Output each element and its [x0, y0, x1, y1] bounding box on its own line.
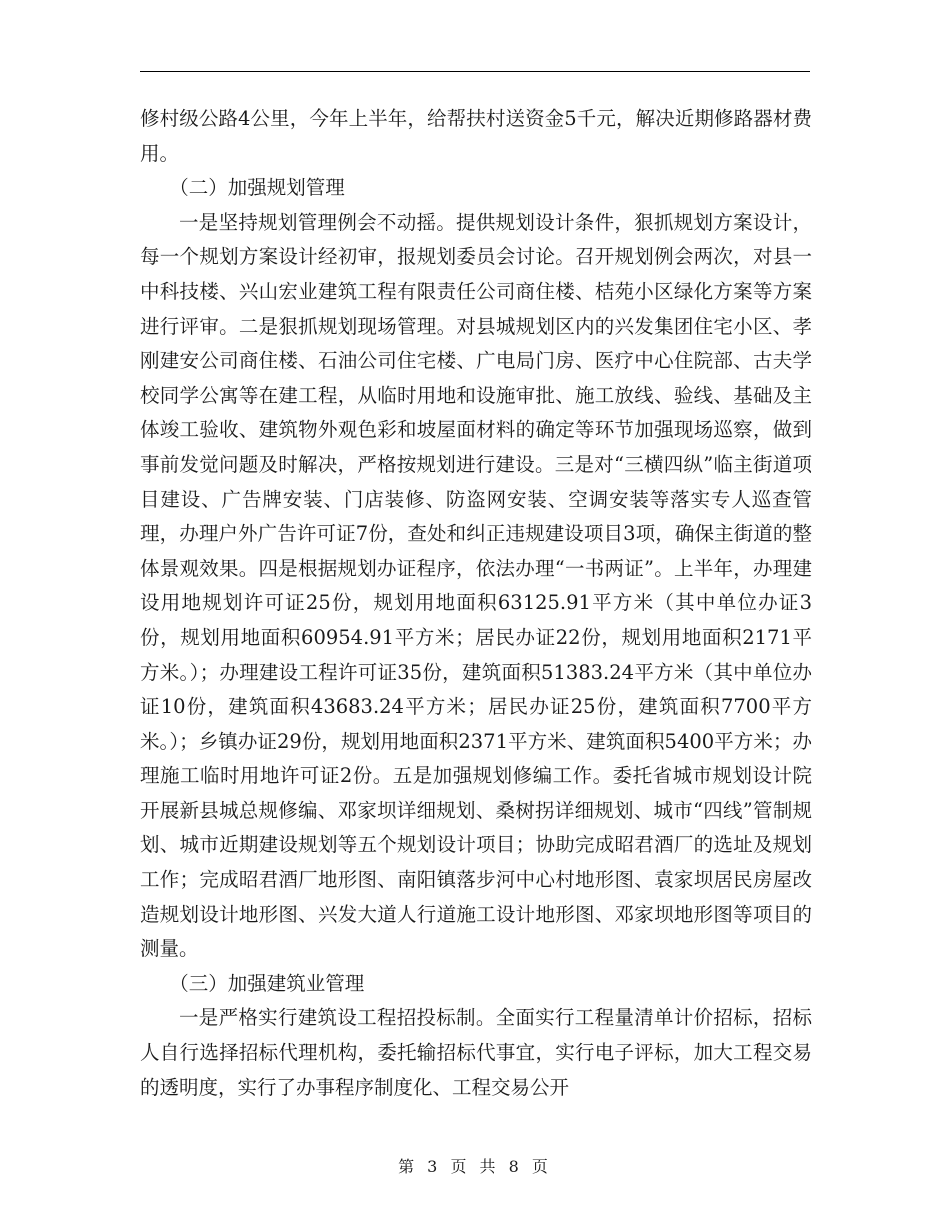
paragraph-construction: 一是严格实行建筑设工程招投标制。全面实行工程量清单计价招标，招标人自行选择招标代理机构，委托输招标代事宜，实行电子评标，加大工程交易的透明度，实行了办事程序制度化、工程交易公开: [140, 1006, 812, 1099]
section-heading-planning: （二）加强规划管理: [169, 176, 345, 200]
paragraph-continuation: 修村级公路4公里，今年上半年，给帮扶村送资金5千元，解决近期修路器材费用。: [140, 107, 812, 165]
paragraph-planning: 一是坚持规划管理例会不动摇。提供规划设计条件，狠抓规划方案设计，每一个规划方案设计经初审，报规划委员会讨论。召开规划例会两次，对县一中科技楼、兴山宏业建筑工程有限责任公司商住楼、桔苑小区绿化方案等方案进行评审。二是狠抓规划现场管理。对县城规划区内的兴发集团住宅小区、孝刚建安公司商住楼、石油公司住宅楼、广电局门房、医疗中心住院部、古夫学校同学公寓等在建工程，从临时用地和设施审批、施工放线、验线、基础及主体竣工验收、建筑物外观色彩和坡屋面材料的确定等环节加强现场巡察，做到事前发觉问题及时解决，严格按规划进行建设。三是对“三横四纵”临主街道项目建设、广告牌安装、门店装修、防盗网安装、空调安装等落实专人巡查管理，办理户外广告许可证7份，查处和纠正违规建设项目3项，确保主街道的整体景观效果。四是根据规划办证程序，依法办理“一书两证”。上半年，办理建设用地规划许可证25份，规划用地面积63125.91平方米（其中单位办证3份，规划用地面积60954.91平方米；居民办证22份，规划用地面积2171平方米。）；办理建设工程许可证35份，建筑面积51383.24平方米（其中单位办证10份，建筑面积43683.24平方米；居民办证25份，建筑面积7700平方米。）；乡镇办证29份，规划用地面积2371平方米、建筑面积5400平方米；办理施工临时用地许可证2份。五是加强规划修编工作。委托省城市规划设计院开展新县城总规修编、邓家坝详细规划、桑树拐详细规划、城市“四线”管制规划、城市近期建设规划等五个规划设计项目；协助完成昭君酒厂的选址及规划工作；完成昭君酒厂地形图、南阳镇落步河中心村地形图、袁家坝居民房屋改造规划设计地形图、兴发大道人行道施工设计地形图、邓家坝地形图等项目的测量。: [140, 210, 812, 961]
document-body: [140, 102, 812, 1105]
header-rule: [140, 71, 810, 72]
page-footer: 第 3 页 共 8 页: [398, 1157, 552, 1176]
section-heading-construction: （三）加强建筑业管理: [169, 971, 365, 995]
